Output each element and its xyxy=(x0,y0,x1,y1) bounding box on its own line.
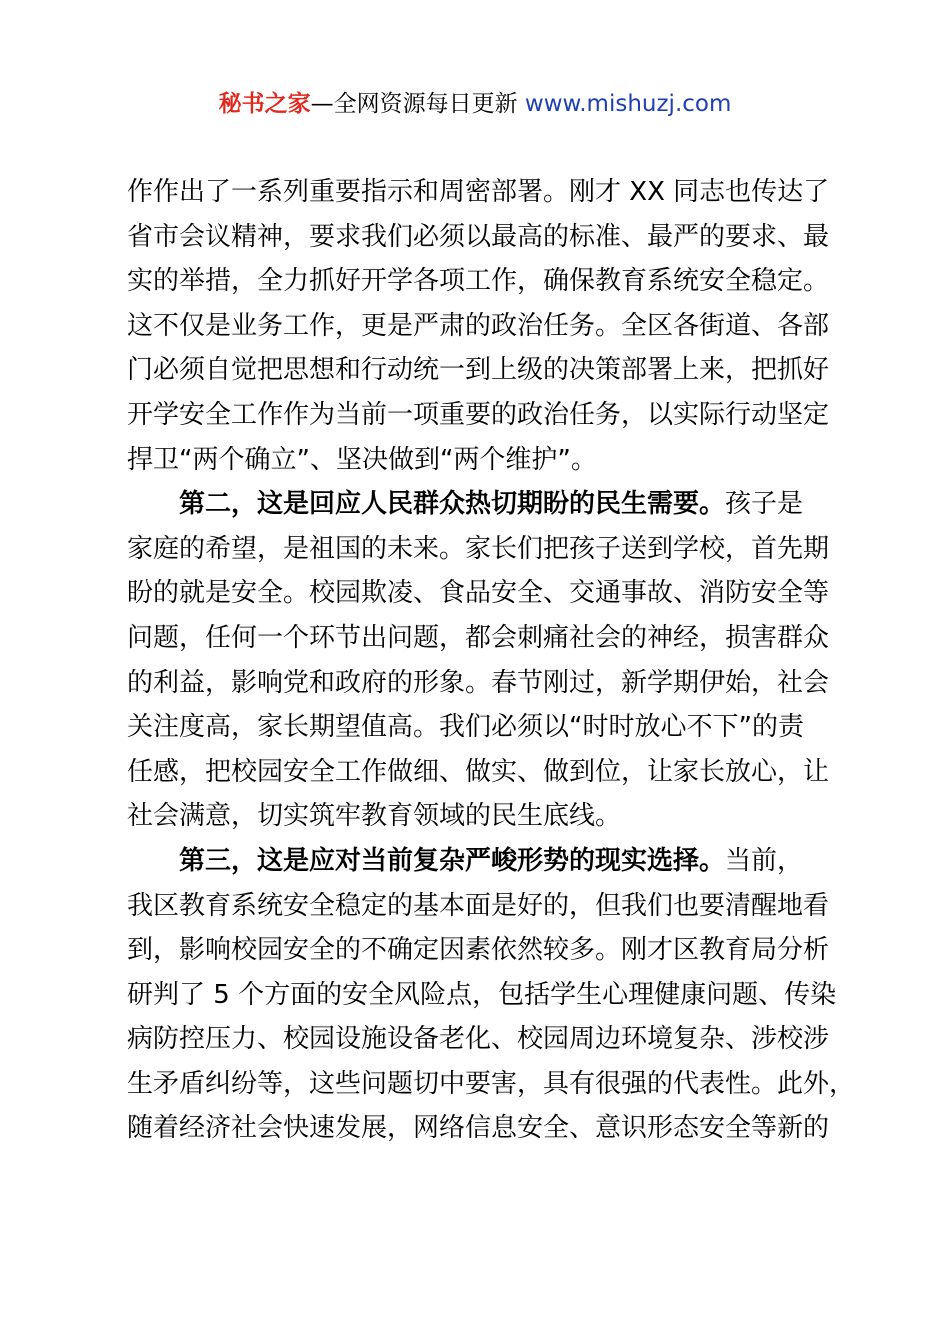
text-line: 生矛盾纠纷等，这些问题切中要害，具有很强的代表性。此外， xyxy=(127,1068,856,1099)
text-line: 家庭的希望，是祖国的未来。家长们把孩子送到学校，首先期 xyxy=(127,533,830,564)
text-line: 问题，任何一个环节出问题，都会刺痛社会的神经，损害群众 xyxy=(127,622,830,653)
text-line: 作作出了一系列重要指示和周密部署。刚才 XX 同志也传达了 xyxy=(127,177,830,207)
paragraph-2 xyxy=(127,482,832,839)
text-line: 盼的就是安全。校园欺凌、食品安全、交通事故、消防安全等 xyxy=(127,578,830,609)
site-tagline: —全网资源每日更新 xyxy=(310,91,525,117)
text-line: 捍卫“两个确立”、坚决做到“两个维护”。 xyxy=(127,444,597,475)
text-line: 研判了 5 个方面的安全风险点，包括学生心理健康问题、传染 xyxy=(127,979,837,1010)
text-line: 省市会议精神，要求我们必须以最高的标准、最严的要求、最 xyxy=(127,221,830,252)
text-line: 社会满意，切实筑牢教育领域的民生底线。 xyxy=(127,801,622,832)
paragraph-lead-heading: 第三，这是应对当前复杂严峻形势的现实选择。 xyxy=(179,845,726,876)
text-line: 到，影响校园安全的不确定因素依然较多。刚才区教育局分析 xyxy=(127,935,830,966)
paragraph-1 xyxy=(127,170,832,482)
text-line: 任感，把校园安全工作做细、做实、做到位，让家长放心，让 xyxy=(127,756,830,787)
text-line: 病防控压力、校园设施设备老化、校园周边环境复杂、涉校涉 xyxy=(127,1024,830,1055)
paragraph-lead-rest: 孩子是 xyxy=(725,489,804,520)
paragraph-lead-rest: 当前， xyxy=(725,845,804,876)
text-line: 的利益，影响党和政府的形象。春节刚过，新学期伊始，社会 xyxy=(127,667,830,698)
text-line: 开学安全工作作为当前一项重要的政治任务，以实际行动坚定 xyxy=(127,399,830,430)
text-line: 门必须自觉把思想和行动统一到上级的决策部署上来，把抓好 xyxy=(127,355,830,386)
text-line: 关注度高，家长期望值高。我们必须以“时时放心不下”的责 xyxy=(127,712,804,743)
paragraph-first-line xyxy=(127,839,832,884)
text-line: 实的举措，全力抓好开学各项工作，确保教育系统安全稳定。 xyxy=(127,266,830,297)
page-header xyxy=(0,86,950,122)
paragraph-lead-heading: 第二，这是回应人民群众热切期盼的民生需要。 xyxy=(179,489,726,520)
paragraph-3 xyxy=(127,839,856,1151)
site-brand: 秘书之家 xyxy=(218,91,311,117)
text-line: 这不仅是业务工作，更是严肃的政治任务。全区各街道、各部 xyxy=(127,310,830,341)
paragraph-first-line xyxy=(127,482,832,527)
site-url-link[interactable]: www.mishuzj.com xyxy=(524,91,732,117)
text-line: 我区教育系统安全稳定的基本面是好的，但我们也要清醒地看 xyxy=(127,890,830,921)
document-body xyxy=(127,170,856,1151)
text-line: 随着经济社会快速发展，网络信息安全、意识形态安全等新的 xyxy=(127,1113,830,1144)
